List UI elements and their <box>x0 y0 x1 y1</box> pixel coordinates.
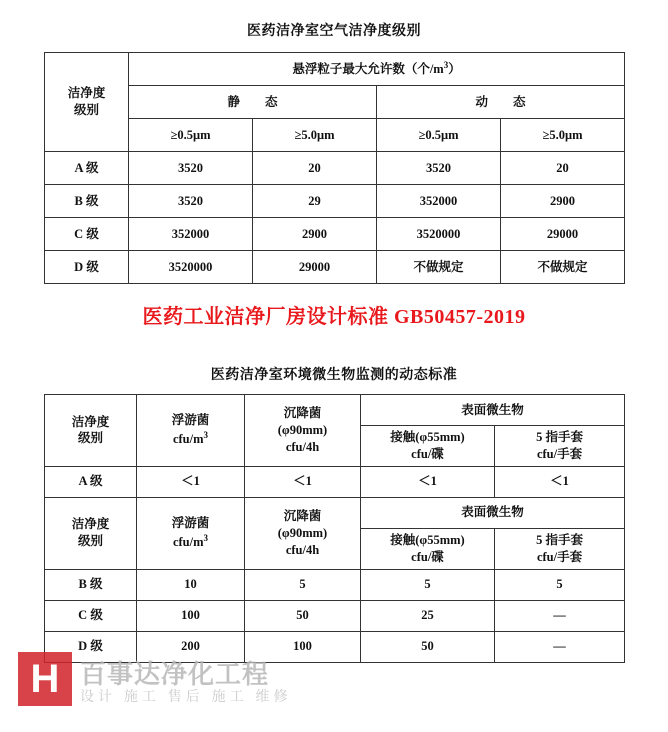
grade-header-cell-2 <box>45 497 137 569</box>
particles-header-end: ） <box>448 62 461 77</box>
dynamic-header-cell: 动 态 <box>377 86 625 119</box>
settling-header-cell-2 <box>245 497 361 569</box>
row-static-50: 2900 <box>253 218 377 251</box>
row-static-05: 3520 <box>129 152 253 185</box>
glove-header2-line2: cfu/手套 <box>536 549 583 564</box>
row-dynamic-50: 29000 <box>501 218 625 251</box>
table-row <box>45 86 625 119</box>
microbial-monitoring-table <box>44 394 625 663</box>
table-row <box>45 600 625 631</box>
row-grade: D 级 <box>45 251 129 284</box>
table-row <box>45 53 625 86</box>
contact-header-line1: 接触(φ55mm) <box>390 430 465 444</box>
floating-header-cell <box>137 395 245 467</box>
row-dynamic-05: 3520 <box>377 152 501 185</box>
particles-header-sup: 3 <box>443 60 449 71</box>
watermark-main-text: 百事达净化工程 <box>80 659 270 689</box>
table-row <box>45 185 625 218</box>
row-grade: C 级 <box>45 600 137 631</box>
settling-header2-line2: (φ90mm) <box>277 525 328 540</box>
row-dynamic-50: 20 <box>501 152 625 185</box>
settling-header-cell <box>245 395 361 467</box>
static-05-header: ≥0.5μm <box>129 119 253 152</box>
contact-header2-line2: cfu/碟 <box>411 549 444 564</box>
settling-header-line2: (φ90mm) <box>277 422 328 437</box>
contact-header2-line1: 接触(φ55mm) <box>390 532 465 547</box>
grade-header-line2: 级别 <box>73 103 99 117</box>
row-static-05: 352000 <box>129 218 253 251</box>
glove-header2-line1: 5 指手套 <box>536 532 583 547</box>
table-row <box>45 152 625 185</box>
grade-header2-line1: 洁净度 <box>71 517 110 532</box>
row-floating: 100 <box>137 600 245 631</box>
dynamic-05-header: ≥0.5μm <box>377 119 501 152</box>
surface-microbe-group-header: 表面微生物 <box>361 395 625 426</box>
contact-header-cell <box>361 426 495 467</box>
table2-title: 医药洁净室环境微生物监测的动态标准 <box>210 368 458 383</box>
row-glove: — <box>495 631 625 662</box>
air-cleanliness-table <box>44 52 625 284</box>
glove-header-cell-2 <box>495 528 625 569</box>
row-settling: 50 <box>245 600 361 631</box>
surface-microbe-group-header-2: 表面微生物 <box>361 497 625 528</box>
settling-header2-line3: cfu/4h <box>285 542 320 557</box>
row-static-05: 3520 <box>129 185 253 218</box>
row-contact: 25 <box>361 600 495 631</box>
settling-header2-line1: 沉降菌 <box>283 508 322 523</box>
watermark-sub-text: 设计 施工 售后 施工 维修 <box>80 688 292 704</box>
static-header-cell: 静 态 <box>129 86 377 119</box>
row-dynamic-05: 3520000 <box>377 218 501 251</box>
row-static-50: 29 <box>253 185 377 218</box>
settling-header-line1: 沉降菌 <box>283 406 322 421</box>
glove-header-line2: cfu/手套 <box>536 446 583 461</box>
static-50-header: ≥5.0μm <box>253 119 377 152</box>
row-dynamic-05: 不做规定 <box>377 251 501 284</box>
row-glove: 5 <box>495 569 625 600</box>
row-dynamic-05: 352000 <box>377 185 501 218</box>
row-grade: A 级 <box>45 466 137 497</box>
row-floating: 10 <box>137 569 245 600</box>
table-row <box>45 251 625 284</box>
row-settling: ＜1 <box>245 466 361 497</box>
row-grade: B 级 <box>45 569 137 600</box>
row-static-50: 20 <box>253 152 377 185</box>
particles-header-text: 悬浮粒子最大允许数（个/m <box>292 62 444 77</box>
row-contact: 50 <box>361 631 495 662</box>
floating-header-cell-2 <box>137 497 245 569</box>
watermark-logo-icon: H <box>18 652 72 706</box>
grade-header-line1: 洁净度 <box>67 86 106 101</box>
table-row <box>45 119 625 152</box>
row-dynamic-50: 不做规定 <box>501 251 625 284</box>
floating-header2-line2: cfu/m <box>172 535 204 550</box>
grade-header-line2: 级别 <box>77 431 103 446</box>
standard-banner: 医药工业洁净厂房设计标准 GB50457-2019 <box>142 306 526 328</box>
table-row <box>45 497 625 528</box>
particles-header-cell <box>129 53 625 86</box>
contact-header-cell-2 <box>361 528 495 569</box>
row-settling: 100 <box>245 631 361 662</box>
row-grade: C 级 <box>45 218 129 251</box>
row-contact: 5 <box>361 569 495 600</box>
table-row <box>45 218 625 251</box>
grade-header-cell <box>45 395 137 467</box>
table-row <box>45 569 625 600</box>
row-floating: 200 <box>137 631 245 662</box>
row-floating: ＜1 <box>137 466 245 497</box>
row-glove: ＜1 <box>495 466 625 497</box>
dynamic-50-header: ≥5.0μm <box>501 119 625 152</box>
grade-header2-line2: 级别 <box>77 534 103 549</box>
floating-header-line2: cfu/m <box>172 432 204 447</box>
glove-header-cell <box>495 426 625 467</box>
grade-header-line1: 洁净度 <box>71 414 110 429</box>
row-dynamic-50: 2900 <box>501 185 625 218</box>
floating-header2-sup: 3 <box>203 533 209 544</box>
floating-header2-line1: 浮游菌 <box>171 516 210 531</box>
table-row <box>45 395 625 426</box>
grade-header-cell <box>45 53 129 152</box>
floating-header-sup: 3 <box>203 430 209 441</box>
table1-title: 医药洁净室空气洁净度级别 <box>247 24 421 39</box>
glove-header-line1: 5 指手套 <box>536 430 583 444</box>
row-glove: — <box>495 600 625 631</box>
contact-header-line2: cfu/碟 <box>411 446 444 461</box>
row-static-05: 3520000 <box>129 251 253 284</box>
row-contact: ＜1 <box>361 466 495 497</box>
row-grade: A 级 <box>45 152 129 185</box>
table-row <box>45 466 625 497</box>
floating-header-line1: 浮游菌 <box>171 413 210 428</box>
row-settling: 5 <box>245 569 361 600</box>
row-static-50: 29000 <box>253 251 377 284</box>
row-grade: B 级 <box>45 185 129 218</box>
table-row <box>45 631 625 662</box>
settling-header-line3: cfu/4h <box>285 439 320 454</box>
row-grade: D 级 <box>45 631 137 662</box>
